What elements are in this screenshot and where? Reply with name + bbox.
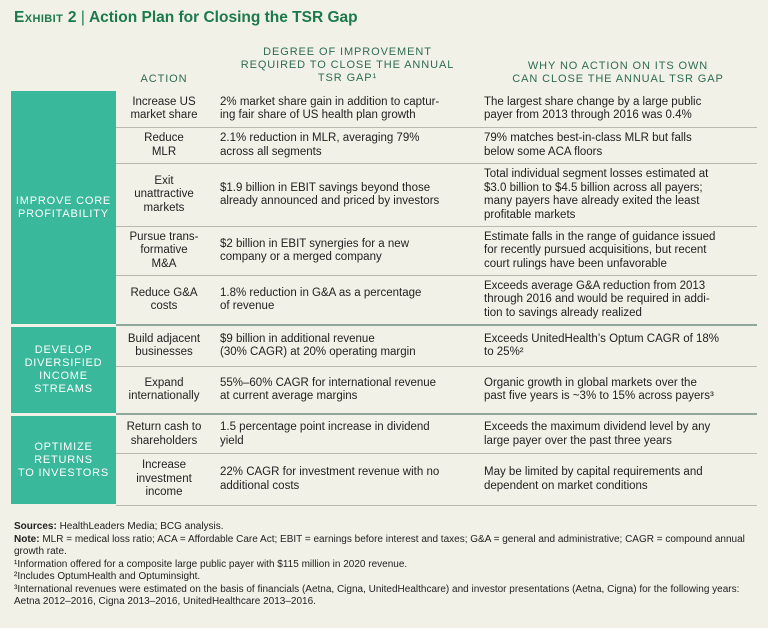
- title-separator: |: [80, 9, 85, 26]
- group-band-improve-core-profitability: IMPROVE CORE PROFITABILITY: [11, 91, 116, 325]
- degree-cell: 55%–60% CAGR for international revenue at current average margins: [220, 376, 437, 402]
- exhibit-title: [14, 9, 358, 27]
- degree-cell: 1.5 percentage point increase in dividend yield: [220, 421, 430, 447]
- header-action: ACTION: [140, 73, 188, 85]
- action-cell: Exit unattractive markets: [134, 174, 194, 214]
- degree-cell: $2 billion in EBIT synergies for a new company or a merged company: [220, 237, 409, 263]
- action-cell: Return cash to shareholders: [126, 421, 202, 447]
- table-row: [116, 367, 757, 413]
- degree-cell: $9 billion in additional revenue (30% CAGR) at 20% operating margin: [220, 332, 416, 358]
- why-cell: Organic growth in global markets over the past five years is ~3% to 15% across payers³: [484, 376, 714, 402]
- table-row: [116, 326, 757, 366]
- sources-label: Sources:: [14, 521, 57, 532]
- why-cell: Estimate falls in the range of guidance issued for recently pursued acquisitions, but recent court rulings have been unfavorable: [484, 230, 716, 270]
- degree-cell: 1.8% reduction in G&A as a percentage of revenue: [220, 286, 422, 312]
- action-cell: Build adjacent businesses: [127, 332, 201, 358]
- action-cell: Reduce MLR: [144, 132, 184, 158]
- notes-section: [14, 521, 754, 609]
- why-cell: The largest share change by a large public payer from 2013 through 2016 was 0.4%: [484, 95, 702, 121]
- footnote-2: ²Includes OptumHealth and Optuminsight.: [14, 571, 201, 582]
- table-row: [116, 227, 757, 275]
- exhibit-title-text: Action Plan for Closing the TSR Gap: [88, 9, 358, 26]
- degree-cell: 2.1% reduction in MLR, averaging 79% across all segments: [220, 132, 420, 158]
- footnote-1: ¹Information offered for a composite large public payer with $115 million in 2020 revenue.: [14, 558, 408, 570]
- action-cell: Reduce G&A costs: [130, 286, 198, 312]
- table-row: [116, 416, 757, 453]
- table-bottom-rule: [116, 505, 757, 506]
- why-cell: May be limited by capital requirements and dependent on market conditions: [484, 466, 703, 492]
- table-row: [116, 164, 757, 226]
- why-cell: Total individual segment losses estimated at $3.0 billion to $4.5 billion across all payers; many payers have already exited the least profitable markets: [484, 168, 709, 221]
- footnote-3: ³International revenues were estimated on the basis of financials (Aetna, Cigna, UnitedHealthcare) and investor presentations (Aetna, Cigna) for the following years: Aetna 2012–2016, Cigna 2013–2016, UnitedHealthcare 2013–2016.: [14, 583, 740, 607]
- exhibit-label: Exhibit 2: [14, 9, 77, 26]
- why-cell: Exceeds average G&A reduction from 2013 through 2016 and would be required in addi- tion to savings already realized: [484, 279, 710, 319]
- group-band-develop-diversified-income: DEVELOP DIVERSIFIED INCOME STREAMS: [11, 326, 116, 414]
- table-row: [116, 128, 757, 163]
- note-line: [14, 534, 754, 559]
- action-cell: Pursue trans- formative M&A: [129, 230, 199, 270]
- why-cell: Exceeds UnitedHealth’s Optum CAGR of 18% to 25%²: [484, 332, 720, 358]
- table-row: [116, 454, 757, 505]
- group-rule: [116, 413, 757, 415]
- note-text: MLR = medical loss ratio; ACA = Affordable Care Act; EBIT = earnings before interest and taxes; G&A = general and administrative; CAGR = compound annual growth rate.: [14, 533, 745, 557]
- degree-cell: 2% market share gain in addition to captur- ing fair share of US health plan growth: [220, 95, 440, 121]
- sources-line: [14, 521, 754, 534]
- band-gap: [11, 413, 116, 416]
- group-band-optimize-returns: OPTIMIZE RETURNS TO INVESTORS: [11, 416, 116, 504]
- note-label: Note:: [14, 533, 40, 545]
- header-why: WHY NO ACTION ON ITS OWN CAN CLOSE THE ANNUAL TSR GAP: [512, 60, 724, 85]
- action-cell: Increase investment income: [136, 459, 192, 499]
- why-cell: 79% matches best-in-class MLR but falls below some ACA floors: [484, 132, 692, 158]
- sources-text: HealthLeaders Media; BCG analysis.: [59, 521, 224, 532]
- degree-cell: $1.9 billion in EBIT savings beyond those already announced and priced by investors: [220, 181, 440, 207]
- header-degree: DEGREE OF IMPROVEMENT REQUIRED TO CLOSE THE ANNUAL TSR GAP¹: [240, 46, 455, 84]
- band-gap: [11, 324, 116, 327]
- degree-cell: 22% CAGR for investment revenue with no additional costs: [220, 466, 440, 492]
- table-row: [116, 276, 757, 324]
- action-cell: Increase US market share: [130, 95, 198, 121]
- table-row: [116, 91, 757, 127]
- why-cell: Exceeds the maximum dividend level by any large payer over the past three years: [484, 421, 711, 447]
- action-cell: Expand internationally: [128, 376, 200, 402]
